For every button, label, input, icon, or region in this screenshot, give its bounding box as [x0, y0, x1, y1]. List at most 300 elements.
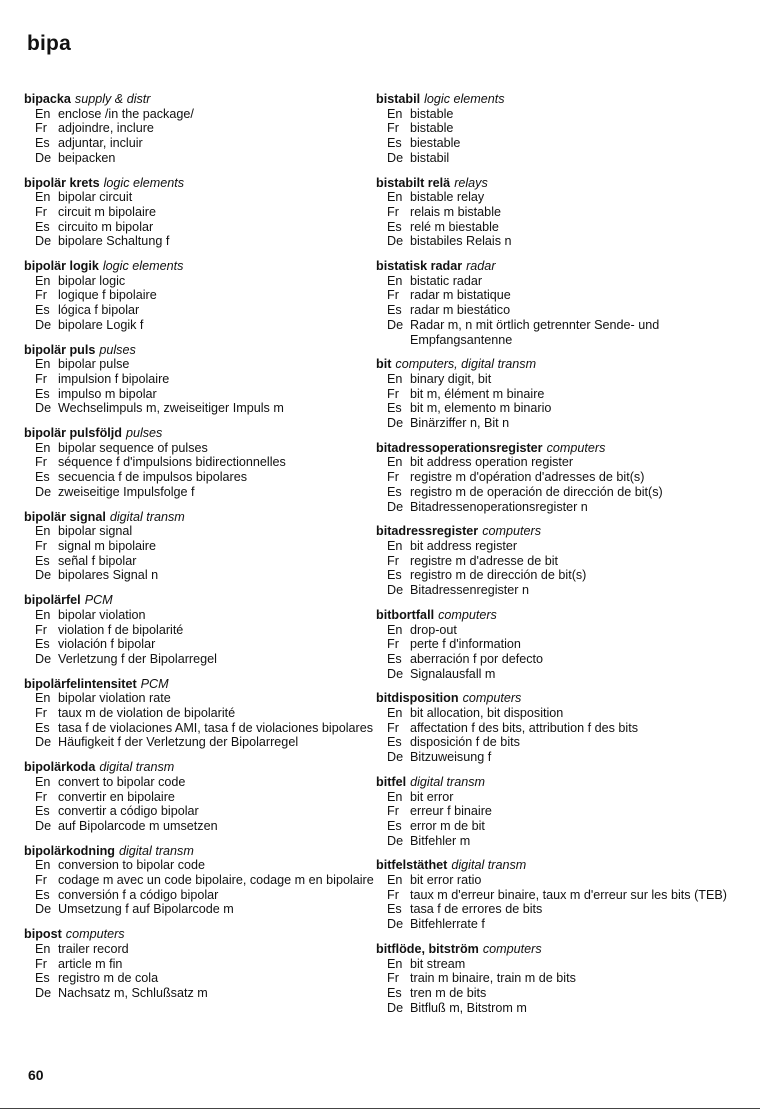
language-code: Fr: [35, 288, 47, 303]
translation-row: [24, 637, 374, 652]
translation-row: [376, 136, 736, 151]
translation-text: bistatic radar: [410, 273, 483, 288]
language-code: En: [35, 440, 51, 455]
translation-text: taux m de violation de bipolarité: [58, 706, 236, 721]
translation-text: Binärziffer n, Bit n: [410, 416, 510, 431]
language-code: En: [387, 106, 403, 121]
translation-row: [376, 401, 736, 416]
language-code: De: [387, 583, 404, 598]
translation-text: radar m bistatique: [410, 288, 511, 303]
language-code: En: [35, 106, 51, 121]
translation-text: Bitfluß m, Bitstrom m: [410, 1000, 527, 1015]
language-code: De: [387, 416, 404, 431]
language-code: Es: [387, 568, 402, 583]
translation-text: Bitfehler m: [410, 833, 471, 848]
entry-headword-line: [376, 357, 736, 372]
translation-row: [376, 568, 736, 583]
language-code: Es: [35, 887, 50, 902]
translation-text: article m fin: [58, 956, 123, 971]
entry-term: bistabilt relä: [376, 175, 451, 190]
language-code: En: [35, 357, 51, 372]
translation-text: perte f d'information: [410, 637, 521, 652]
translation-row: [24, 706, 374, 721]
translation-row: [24, 455, 374, 470]
language-code: En: [387, 956, 403, 971]
translation-text: impulsion f bipolaire: [58, 371, 170, 386]
translation-text: convertir a código bipolar: [58, 804, 199, 819]
language-code: Es: [387, 902, 402, 917]
language-code: Fr: [387, 720, 399, 735]
entry-term: bit: [376, 357, 392, 372]
language-code: En: [35, 941, 51, 956]
translation-row: [24, 401, 374, 416]
language-code: En: [35, 607, 51, 622]
dictionary-entry: [376, 775, 736, 849]
translation-row: [376, 583, 736, 598]
language-code: Es: [35, 386, 50, 401]
translation-text: Häufigkeit f der Verletzung der Bipolarregel: [58, 735, 299, 750]
translation-text: registro m de dirección de bit(s): [410, 568, 587, 583]
entry-domain: PCM: [84, 593, 113, 608]
language-code: De: [35, 317, 52, 332]
language-code: Es: [35, 136, 50, 151]
translation-row: [376, 888, 736, 903]
language-code: Fr: [35, 538, 47, 553]
translation-text: taux m d'erreur binaire, taux m d'erreur sur les bits (TEB): [410, 887, 727, 902]
translation-text: tasa f de errores de bits: [410, 902, 543, 917]
dictionary-entry: [376, 942, 736, 1016]
translation-row: [376, 500, 736, 515]
language-code: Es: [35, 720, 50, 735]
language-code: De: [35, 568, 52, 583]
translation-text: circuito m bipolar: [58, 219, 154, 234]
entry-domain: pulses: [125, 426, 163, 441]
dictionary-entry: [24, 343, 374, 417]
language-code: Es: [387, 401, 402, 416]
language-code: Es: [387, 484, 402, 499]
translation-row: [24, 485, 374, 500]
entry-headword-line: [24, 92, 374, 107]
language-code: Fr: [387, 288, 399, 303]
translation-text: registro m de cola: [58, 971, 159, 986]
translation-text: bit address operation register: [410, 455, 574, 470]
entry-headword-line: [24, 343, 374, 358]
translation-text: séquence f d'impulsions bidirectionnelles: [58, 455, 286, 470]
entry-domain: PCM: [140, 676, 169, 691]
entry-domain: digital transm: [410, 774, 485, 789]
translation-text: bistable: [410, 121, 454, 136]
entry-headword-line: [24, 259, 374, 274]
entry-headword-line: [24, 927, 374, 942]
language-code: Fr: [35, 121, 47, 136]
entry-term: bipolärfelintensitet: [24, 676, 137, 691]
language-code: De: [387, 917, 404, 932]
translation-row: [24, 234, 374, 249]
translation-row: [24, 372, 374, 387]
language-code: De: [35, 735, 52, 750]
translation-text: zweiseitige Impulsfolge f: [58, 484, 195, 499]
language-code: Fr: [35, 622, 47, 637]
translation-text: bipolares Signal n: [58, 568, 159, 583]
dictionary-entry: [24, 176, 374, 250]
language-code: Es: [35, 470, 50, 485]
translation-text: Radar m, n mit örtlich getrennter Sende- und Empfangsantenne: [410, 317, 660, 347]
entry-term: bitfelstäthet: [376, 858, 448, 873]
translation-text: codage m avec un code bipolaire, codage m en bipolaire: [58, 873, 374, 888]
translation-row: [376, 637, 736, 652]
entry-domain: logic elements: [424, 92, 505, 106]
translation-row: [376, 220, 736, 235]
language-code: Fr: [387, 804, 399, 819]
translation-text: señal f bipolar: [58, 553, 137, 568]
language-code: En: [387, 455, 403, 470]
language-code: Es: [35, 303, 50, 318]
translation-text: aberración f por defecto: [410, 651, 544, 666]
translation-text: bit error: [410, 789, 454, 804]
language-code: Es: [35, 553, 50, 568]
language-code: De: [387, 150, 404, 165]
translation-row: [24, 470, 374, 485]
language-code: Fr: [35, 706, 47, 721]
translation-text: relé m biestable: [410, 219, 499, 234]
language-code: Es: [387, 303, 402, 318]
translation-row: [376, 205, 736, 220]
translation-row: [24, 652, 374, 667]
dictionary-entry: [24, 760, 374, 834]
entry-term: bitfel: [376, 774, 407, 789]
translation-text: Bitadressenoperationsregister n: [410, 499, 588, 514]
language-code: En: [35, 273, 51, 288]
translation-text: binary digit, bit: [410, 371, 492, 386]
translation-text: violación f bipolar: [58, 637, 156, 652]
translation-text: bistabil: [410, 150, 450, 165]
translation-row: [24, 303, 374, 318]
translation-text: registre m d'opération d'adresses de bit(s): [410, 470, 645, 485]
language-code: Fr: [387, 386, 399, 401]
translation-text: trailer record: [58, 941, 129, 956]
language-code: Fr: [35, 204, 47, 219]
translation-text: bipolar pulse: [58, 357, 130, 372]
translation-text: bit address register: [410, 538, 518, 553]
translation-row: [376, 190, 736, 205]
translation-row: [376, 1001, 736, 1016]
translation-text: lógica f bipolar: [58, 303, 140, 318]
dictionary-entry: [376, 92, 736, 166]
translation-text: bipolare Schaltung f: [58, 234, 170, 249]
dictionary-entry: [24, 510, 374, 584]
translation-text: bipolar violation rate: [58, 691, 171, 706]
translation-text: bipolar circuit: [58, 190, 133, 205]
language-code: De: [387, 750, 404, 765]
language-code: Es: [387, 985, 402, 1000]
translation-text: bipolar signal: [58, 524, 133, 539]
translation-text: relais m bistable: [410, 204, 501, 219]
translation-row: [24, 357, 374, 372]
translation-text: bit error ratio: [410, 873, 482, 888]
translation-row: [376, 804, 736, 819]
entry-domain: computers, digital transm: [395, 357, 537, 372]
language-code: De: [35, 902, 52, 917]
translation-row: [24, 151, 374, 166]
translation-text: beipacken: [58, 150, 116, 165]
translation-row: [24, 274, 374, 289]
dictionary-entry: [24, 844, 374, 918]
translation-row: [24, 873, 374, 888]
language-code: Es: [387, 136, 402, 151]
translation-text: conversion to bipolar code: [58, 858, 206, 873]
translation-row: [376, 623, 736, 638]
entry-domain: computers: [482, 524, 541, 539]
translation-row: [376, 971, 736, 986]
language-code: Fr: [387, 121, 399, 136]
translation-text: Bitzuweisung f: [410, 750, 492, 765]
language-code: Es: [387, 651, 402, 666]
language-code: De: [387, 666, 404, 681]
translation-row: [24, 986, 374, 1001]
dictionary-entry: [376, 608, 736, 682]
entry-domain: digital transm: [99, 760, 175, 775]
translation-row: [376, 151, 736, 166]
translation-text: bipolare Logik f: [58, 317, 144, 332]
language-code: De: [35, 150, 52, 165]
entry-term: bitflöde, bitström: [376, 941, 479, 956]
translation-text: disposición f de bits: [410, 735, 520, 750]
translation-text: Bitfehlerrate f: [410, 917, 485, 932]
translation-row: [376, 957, 736, 972]
language-code: En: [387, 789, 403, 804]
translation-row: [376, 706, 736, 721]
entry-term: bipolär signal: [24, 509, 106, 524]
language-code: Fr: [387, 637, 399, 652]
translation-row: [24, 721, 374, 736]
entry-domain: logic elements: [103, 175, 185, 190]
language-code: Fr: [387, 971, 399, 986]
translation-text: Signalausfall m: [410, 666, 496, 681]
language-code: De: [35, 818, 52, 833]
entry-headword-line: [376, 259, 736, 274]
language-code: En: [35, 524, 51, 539]
entry-headword-line: [376, 608, 736, 623]
translation-text: drop-out: [410, 622, 457, 637]
language-code: Fr: [387, 470, 399, 485]
language-code: De: [387, 499, 404, 514]
translation-row: [376, 750, 736, 765]
entry-term: bipolär logik: [24, 259, 99, 274]
translation-row: [376, 539, 736, 554]
right-column: [376, 92, 736, 1025]
translation-text: bistable: [410, 106, 454, 121]
translation-text: logique f bipolaire: [58, 288, 157, 303]
entry-term: bistatisk radar: [376, 259, 463, 274]
entry-term: bipost: [24, 927, 62, 942]
translation-row: [24, 190, 374, 205]
entry-domain: computers: [438, 607, 497, 622]
language-code: En: [35, 858, 51, 873]
translation-row: [24, 858, 374, 873]
entry-term: bistabil: [376, 92, 421, 106]
translation-text: enclose /in the package/: [58, 106, 194, 121]
dictionary-entry: [24, 677, 374, 751]
translation-row: [376, 234, 736, 249]
translation-text: error m de bit: [410, 818, 485, 833]
translation-row: [24, 568, 374, 583]
language-code: Es: [35, 637, 50, 652]
dictionary-entry: [376, 441, 736, 515]
entry-domain: computers: [482, 941, 542, 956]
translation-row: [376, 485, 736, 500]
entry-term: bipolärkoda: [24, 760, 96, 775]
translation-row: [376, 372, 736, 387]
language-code: De: [35, 651, 52, 666]
language-code: En: [387, 706, 403, 721]
entry-headword-line: [24, 760, 374, 775]
entry-headword-line: [24, 426, 374, 441]
translation-row: [24, 539, 374, 554]
dictionary-entry: [24, 426, 374, 500]
translation-text: bit allocation, bit disposition: [410, 706, 564, 721]
translation-row: [376, 303, 736, 318]
translation-row: [24, 691, 374, 706]
translation-row: [376, 416, 736, 431]
entry-domain: supply & distr: [74, 92, 151, 106]
translation-text: bit m, elemento m binario: [410, 401, 552, 416]
language-code: Fr: [35, 371, 47, 386]
language-code: De: [35, 484, 52, 499]
translation-text: registro m de operación de dirección de bit(s): [410, 484, 663, 499]
entry-term: bipolär pulsföljd: [24, 426, 122, 441]
bottom-rule: [0, 1108, 760, 1109]
translation-row: [376, 455, 736, 470]
translation-text: auf Bipolarcode m umsetzen: [58, 818, 218, 833]
translation-text: violation f de bipolarité: [58, 622, 184, 637]
entry-term: bitdisposition: [376, 691, 459, 706]
translation-row: [24, 107, 374, 122]
dictionary-entry: [376, 524, 736, 598]
language-code: De: [387, 234, 404, 249]
translation-row: [24, 441, 374, 456]
language-code: En: [387, 190, 403, 205]
translation-text: tren m de bits: [410, 985, 487, 1000]
translation-text: radar m biestático: [410, 303, 511, 318]
translation-text: secuencia f de impulsos bipolares: [58, 470, 248, 485]
translation-text: adjoindre, inclure: [58, 121, 154, 136]
left-column: [24, 92, 374, 1011]
translation-row: [376, 121, 736, 136]
language-code: Es: [35, 804, 50, 819]
translation-row: [24, 971, 374, 986]
language-code: En: [387, 371, 403, 386]
language-code: Es: [387, 735, 402, 750]
language-code: En: [35, 774, 51, 789]
translation-row: [24, 775, 374, 790]
entry-term: bitadressoperationsregister: [376, 440, 543, 455]
entry-term: bipolär puls: [24, 342, 96, 357]
translation-row: [24, 220, 374, 235]
dictionary-entry: [24, 92, 374, 166]
entry-headword-line: [376, 942, 736, 957]
entry-domain: digital transm: [109, 509, 185, 524]
dictionary-entry: [24, 259, 374, 333]
translation-row: [24, 524, 374, 539]
translation-row: [376, 387, 736, 402]
translation-text: erreur f binaire: [410, 804, 492, 819]
translation-text: Wechselimpuls m, zweiseitiger Impuls m: [58, 401, 284, 416]
translation-text: conversión f a código bipolar: [58, 887, 219, 902]
language-code: De: [35, 985, 52, 1000]
entry-headword-line: [24, 593, 374, 608]
translation-row: [24, 136, 374, 151]
entry-domain: computers: [65, 927, 125, 942]
translation-row: [376, 470, 736, 485]
translation-row: [24, 387, 374, 402]
translation-row: [24, 205, 374, 220]
entry-domain: logic elements: [102, 259, 184, 274]
entry-domain: radar: [466, 259, 496, 274]
translation-row: [24, 902, 374, 917]
entry-headword-line: [376, 524, 736, 539]
language-code: Fr: [35, 455, 47, 470]
translation-text: Bitadressenregister n: [410, 583, 530, 598]
entry-term: bitadressregister: [376, 524, 479, 539]
entry-headword-line: [24, 510, 374, 525]
translation-row: [376, 917, 736, 932]
translation-row: [376, 288, 736, 303]
translation-row: [376, 318, 736, 347]
entry-term: bipolär krets: [24, 175, 100, 190]
language-code: Es: [387, 818, 402, 833]
language-code: Fr: [35, 956, 47, 971]
translation-row: [376, 790, 736, 805]
entry-term: bitbortfall: [376, 607, 435, 622]
translation-row: [24, 804, 374, 819]
language-code: Es: [35, 219, 50, 234]
entry-term: bipolärfel: [24, 593, 81, 608]
translation-row: [24, 790, 374, 805]
translation-text: adjuntar, incluir: [58, 136, 143, 151]
entry-headword-line: [376, 441, 736, 456]
dictionary-entry: [376, 357, 736, 431]
entry-headword-line: [376, 775, 736, 790]
translation-text: biestable: [410, 136, 461, 151]
page-number: 60: [28, 1067, 44, 1083]
language-code: Fr: [387, 204, 399, 219]
dictionary-entry: [376, 858, 736, 932]
translation-row: [376, 873, 736, 888]
entry-headword-line: [376, 858, 736, 873]
translation-row: [376, 652, 736, 667]
dictionary-entry: [376, 176, 736, 250]
translation-text: bipolar logic: [58, 273, 126, 288]
translation-row: [24, 554, 374, 569]
translation-text: circuit m bipolaire: [58, 204, 156, 219]
language-code: En: [387, 538, 403, 553]
translation-text: signal m bipolaire: [58, 538, 157, 553]
translation-row: [376, 107, 736, 122]
entry-headword-line: [376, 691, 736, 706]
entry-headword-line: [376, 176, 736, 191]
translation-row: [24, 888, 374, 903]
translation-text: affectation f des bits, attribution f des bits: [410, 720, 638, 735]
entry-domain: pulses: [99, 342, 136, 357]
translation-row: [24, 318, 374, 333]
translation-row: [24, 942, 374, 957]
translation-text: bit m, élément m binaire: [410, 386, 545, 401]
translation-text: bit stream: [410, 956, 466, 971]
entry-domain: digital transm: [118, 843, 194, 858]
translation-row: [24, 608, 374, 623]
entry-headword-line: [24, 677, 374, 692]
translation-text: bipolar sequence of pulses: [58, 440, 208, 455]
